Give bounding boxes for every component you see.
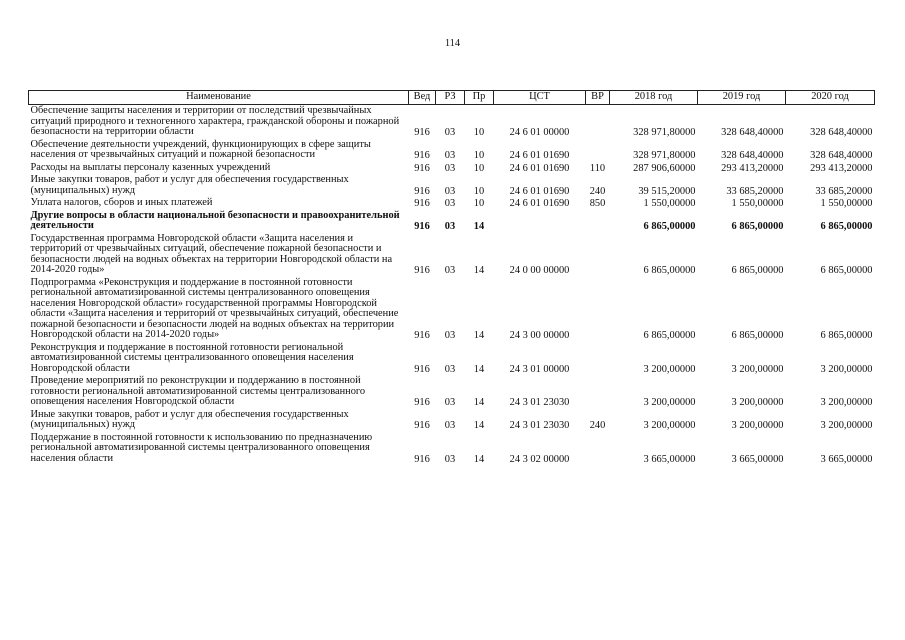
cell-name: Поддержание в постоянной готовности к использованию по предназначению региональной автоматизированной системы централизованного оповещения населения области — [30, 431, 373, 464]
cell-vr — [586, 210, 610, 233]
cell-rz: 03 — [444, 162, 456, 174]
cell-2019: 6 865,00000 — [731, 330, 784, 341]
cell-pr: 10 — [473, 127, 485, 138]
cell-name: Расходы на выплаты персоналу казенных учреждений — [30, 161, 271, 173]
cell-ved: 916 — [414, 265, 430, 276]
cell-2020: 328 648,40000 — [810, 150, 873, 161]
cell-pr: 14 — [473, 397, 485, 408]
cell-pr: 10 — [473, 162, 485, 174]
cell-rz: 03 — [444, 127, 456, 138]
header-rz: РЗ — [436, 91, 465, 105]
cell-name: Иные закупки товаров, работ и услуг для обеспечения государственных (муниципальных) нужд — [30, 408, 349, 430]
header-pr: Пр — [465, 91, 494, 105]
cell-cst — [494, 210, 586, 233]
cell-rz: 03 — [444, 397, 456, 408]
header-2019: 2019 год — [698, 91, 786, 105]
cell-name: Другие вопросы в области национальной безопасности и правоохранительной деятельности — [30, 209, 400, 231]
cell-name: Подпрограмма «Реконструкция и поддержание в постоянной готовности региональной автоматизированной системы централизованного оповещения населения Новгородской области» государственной программы Новгородской области «Защита населения и территорий от чрезвычайных ситуаций, обеспечение пожарной безопасности и безопасности людей на водных объектах на территории Новгородской области на 2014-2020 годы» — [30, 276, 399, 340]
cell-cst: 24 6 01 01690 — [509, 198, 570, 209]
cell-vr — [586, 342, 610, 376]
header-2020: 2020 год — [786, 91, 875, 105]
header-row — [29, 91, 875, 105]
cell-cst: 24 3 01 00000 — [509, 363, 570, 375]
cell-ved: 916 — [414, 363, 430, 375]
header-ved: Вед — [409, 91, 436, 105]
cell-vr: 240 — [589, 185, 606, 197]
cell-2020: 3 665,00000 — [820, 453, 873, 465]
cell-2019: 6 865,00000 — [731, 221, 784, 232]
cell-name: Обеспечение защиты населения и территории от последствий чрезвычайных ситуаций природного и техногенного характера, гражданской обороны и пожарной безопасности на территории области — [30, 105, 400, 137]
cell-2019: 33 685,20000 — [726, 185, 784, 197]
cell-vr — [586, 233, 610, 277]
cell-vr: 850 — [589, 198, 606, 209]
cell-2019: 328 648,40000 — [721, 127, 784, 138]
cell-2020: 328 648,40000 — [810, 127, 873, 138]
cell-ved: 916 — [414, 330, 430, 341]
cell-cst: 24 6 01 00000 — [509, 127, 570, 138]
cell-2020: 3 200,00000 — [820, 420, 873, 431]
cell-2019: 3 665,00000 — [731, 453, 784, 465]
cell-pr: 14 — [473, 265, 485, 276]
cell-2018: 6 865,00000 — [643, 265, 696, 276]
cell-2018: 3 200,00000 — [643, 363, 696, 375]
cell-rz: 03 — [444, 420, 456, 431]
header-cst: ЦСТ — [494, 91, 586, 105]
cell-pr: 14 — [473, 363, 485, 375]
cell-rz: 03 — [444, 330, 456, 341]
cell-2020: 3 200,00000 — [820, 363, 873, 375]
cell-cst: 24 0 00 00000 — [509, 265, 570, 276]
cell-cst: 24 3 01 23030 — [509, 397, 570, 408]
cell-ved: 916 — [414, 221, 430, 232]
cell-2018: 3 200,00000 — [643, 397, 696, 408]
table-row — [29, 277, 875, 342]
cell-ved: 916 — [414, 420, 430, 431]
cell-2020: 3 200,00000 — [820, 397, 873, 408]
cell-rz: 03 — [444, 150, 456, 161]
cell-2020: 293 413,20000 — [810, 162, 873, 174]
cell-name: Иные закупки товаров, работ и услуг для обеспечения государственных (муниципальных) нужд — [30, 174, 349, 196]
cell-ved: 916 — [414, 185, 430, 197]
cell-rz: 03 — [444, 185, 456, 197]
cell-cst: 24 3 00 00000 — [509, 330, 570, 341]
cell-pr: 10 — [473, 150, 485, 161]
cell-cst: 24 3 02 00000 — [509, 453, 570, 465]
cell-vr — [586, 375, 610, 409]
cell-pr: 14 — [473, 330, 485, 341]
cell-2020: 6 865,00000 — [820, 221, 873, 232]
cell-2019: 3 200,00000 — [731, 397, 784, 408]
cell-cst: 24 6 01 01690 — [509, 162, 570, 174]
cell-pr: 14 — [473, 453, 485, 465]
table-row — [29, 409, 875, 432]
cell-2020: 1 550,00000 — [820, 198, 873, 209]
cell-pr: 14 — [473, 420, 485, 431]
cell-rz: 03 — [444, 221, 456, 232]
cell-rz: 03 — [444, 198, 456, 209]
table-row — [29, 375, 875, 409]
cell-2018: 39 515,20000 — [638, 185, 696, 197]
table-row — [29, 139, 875, 162]
cell-ved: 916 — [414, 150, 430, 161]
cell-ved: 916 — [414, 397, 430, 408]
table-row — [29, 162, 875, 175]
cell-2019: 293 413,20000 — [721, 162, 784, 174]
table-body — [29, 105, 875, 466]
cell-2018: 6 865,00000 — [643, 330, 696, 341]
cell-vr — [586, 277, 610, 342]
table-row — [29, 197, 875, 210]
cell-ved: 916 — [414, 127, 430, 138]
cell-cst: 24 6 01 01690 — [509, 150, 570, 161]
cell-pr: 14 — [473, 221, 485, 232]
cell-vr: 110 — [589, 162, 606, 174]
table-row — [29, 105, 875, 139]
cell-name: Государственная программа Новгородской области «Защита населения и территорий от чрезвычайных ситуаций, обеспечение пожарной безопасности и безопасности людей на водных объектах на территории Новгородской области на 2014-2020 годы» — [30, 232, 393, 275]
cell-cst: 24 3 01 23030 — [509, 420, 570, 431]
table-row — [29, 233, 875, 277]
cell-vr — [586, 105, 610, 139]
cell-2019: 3 200,00000 — [731, 363, 784, 375]
cell-2018: 328 971,80000 — [633, 127, 696, 138]
table-row — [29, 342, 875, 376]
cell-2018: 3 665,00000 — [643, 453, 696, 465]
cell-2019: 1 550,00000 — [731, 198, 784, 209]
table-row — [29, 210, 875, 233]
cell-2018: 3 200,00000 — [643, 420, 696, 431]
table-row — [29, 432, 875, 466]
table-row — [29, 174, 875, 197]
cell-2018: 328 971,80000 — [633, 150, 696, 161]
page-number: 114 — [444, 38, 461, 49]
header-2018: 2018 год — [610, 91, 698, 105]
cell-name: Реконструкция и поддержание в постоянной готовности региональной автоматизированной системы централизованного оповещения населения Новгородской области — [30, 341, 354, 374]
cell-2018: 6 865,00000 — [643, 221, 696, 232]
cell-ved: 916 — [414, 453, 430, 465]
cell-rz: 03 — [444, 453, 456, 465]
cell-2019: 328 648,40000 — [721, 150, 784, 161]
cell-rz: 03 — [444, 363, 456, 375]
cell-2019: 6 865,00000 — [731, 265, 784, 276]
cell-pr: 10 — [473, 185, 485, 197]
cell-vr — [586, 139, 610, 162]
cell-2020: 6 865,00000 — [820, 330, 873, 341]
cell-2020: 33 685,20000 — [815, 185, 873, 197]
cell-ved: 916 — [414, 162, 430, 174]
cell-2018: 287 906,60000 — [633, 162, 696, 174]
cell-name: Обеспечение деятельности учреждений, функционирующих в сфере защиты населения от чрезвычайных ситуаций и пожарной безопасности — [30, 138, 371, 160]
cell-rz: 03 — [444, 265, 456, 276]
cell-pr: 10 — [473, 198, 485, 209]
cell-vr — [586, 432, 610, 466]
cell-2019: 3 200,00000 — [731, 420, 784, 431]
cell-2020: 6 865,00000 — [820, 265, 873, 276]
cell-cst: 24 6 01 01690 — [509, 185, 570, 197]
cell-name: Проведение мероприятий по реконструкции и поддержанию в постоянной готовности региональной автоматизированной системы централизованного оповещения населения Новгородской области — [30, 375, 366, 407]
cell-2018: 1 550,00000 — [643, 198, 696, 209]
cell-name: Уплата налогов, сборов и иных платежей — [30, 197, 213, 208]
cell-ved: 916 — [414, 198, 430, 209]
budget-table — [28, 90, 875, 465]
cell-vr: 240 — [589, 420, 606, 431]
header-name: Наименование — [29, 91, 409, 105]
header-vr: ВР — [586, 91, 610, 105]
